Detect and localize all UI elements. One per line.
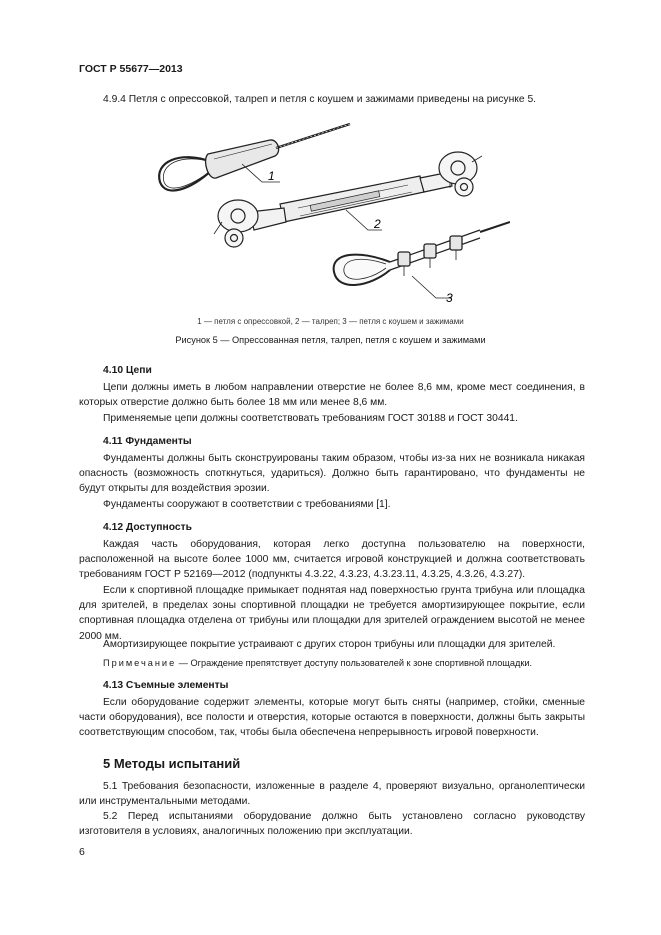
section-5-title: 5 Методы испытаний	[103, 756, 241, 771]
section-4-13-paragraph-1: Если оборудование содержит элементы, которые могут быть сняты (например, стойки, сменные части оборудования), все полости и отверстия, которые остаются в поверхности, должны быть закрыты соответствующим способом, так, чтобы была обеспечена непрерывность игровой поверхности.	[79, 697, 585, 739]
callout-1: 1	[268, 169, 275, 183]
section-4-12-title: 4.12 Доступность	[103, 522, 192, 533]
section-4-12-paragraph-2: Если к спортивной площадке примыкает поднятая над поверхностью грунта трибуна или площадка для зрителей, в пределах зоны спортивной площадки не требуется амортизирующее покрытие, если спортивная площадка отделена от трибуны или площадки для зрителей ограждением высотой не менее 2000 мм.	[79, 585, 585, 642]
page-number: 6	[79, 846, 85, 858]
section-4-11-paragraph-2: Фундаменты сооружают в соответствии с требованиями [1].	[103, 499, 391, 510]
section-4-10-paragraph-1: Цепи должны иметь в любом направлении отверстие не более 8,6 мм, кроме мест соединения, в которых отверстие должно быть более 18 мм или менее 8,6 мм.	[79, 382, 585, 409]
section-5-2-paragraph: 5.2 Перед испытаниями оборудование должно быть установлено согласно руководству изготовителя в условиях, аналогичных положению при эксплуатации.	[79, 811, 585, 838]
figure-legend: 1 — петля с опрессовкой, 2 — талреп; 3 — петля с коушем и зажимами	[197, 317, 464, 326]
section-4-13-title: 4.13 Съемные элементы	[103, 680, 229, 691]
note-label: Примечание	[103, 658, 177, 668]
section-4-10-title: 4.10 Цепи	[103, 365, 152, 376]
paragraph-4-9-4: 4.9.4 Петля с опрессовкой, талреп и петля с коушем и зажимами приведены на рисунке 5.	[103, 94, 537, 105]
section-4-12-paragraph-3: Амортизирующее покрытие устраивают с других сторон трибуны или площадки для зрителей.	[103, 639, 556, 650]
section-4-11-title: 4.11 Фундаменты	[103, 436, 192, 447]
section-4-10-paragraph-2: Применяемые цепи должны соответствовать требованиям ГОСТ 30188 и ГОСТ 30441.	[103, 413, 518, 424]
note-text: — Ограждение препятствует доступу пользователей к зоне спортивной площадки.	[176, 658, 533, 668]
section-4-11-paragraph-1: Фундаменты должны быть сконструированы таким образом, чтобы из-за них не возникала никакая опасность (возможность споткнуться, удариться). Должно быть гарантировано, что фундаменты не будут открыты для воздействия эрозии.	[79, 453, 585, 495]
callout-2: 2	[374, 217, 381, 231]
section-4-12-paragraph-1: Каждая часть оборудования, которая легко доступна пользователю на поверхности, расположенной на высоте более 1000 мм, считается игровой конструкцией и должна соответствовать требованиям ГОСТ Р 52169—2012 (подпункты 4.3.22, 4.3.23, 4.3.23.11, 4.3.25, 4.3.26, 4.3.27).	[79, 539, 585, 581]
section-5-1-paragraph: 5.1 Требования безопасности, изложенные в разделе 4, проверяют визуально, органолептически или инструментальными методами.	[79, 781, 585, 808]
turnbuckle-drawing	[214, 152, 482, 247]
figure-caption: Рисунок 5 — Опрессованная петля, талреп, петля с коушем и зажимами	[175, 335, 486, 345]
figure-5-illustration	[150, 112, 510, 312]
thimble-loop-drawing	[334, 222, 510, 285]
callout-3: 3	[446, 291, 453, 305]
section-4-12-note	[103, 658, 532, 668]
document-header: ГОСТ Р 55677—2013	[79, 63, 183, 75]
pressed-loop-drawing	[159, 124, 350, 191]
